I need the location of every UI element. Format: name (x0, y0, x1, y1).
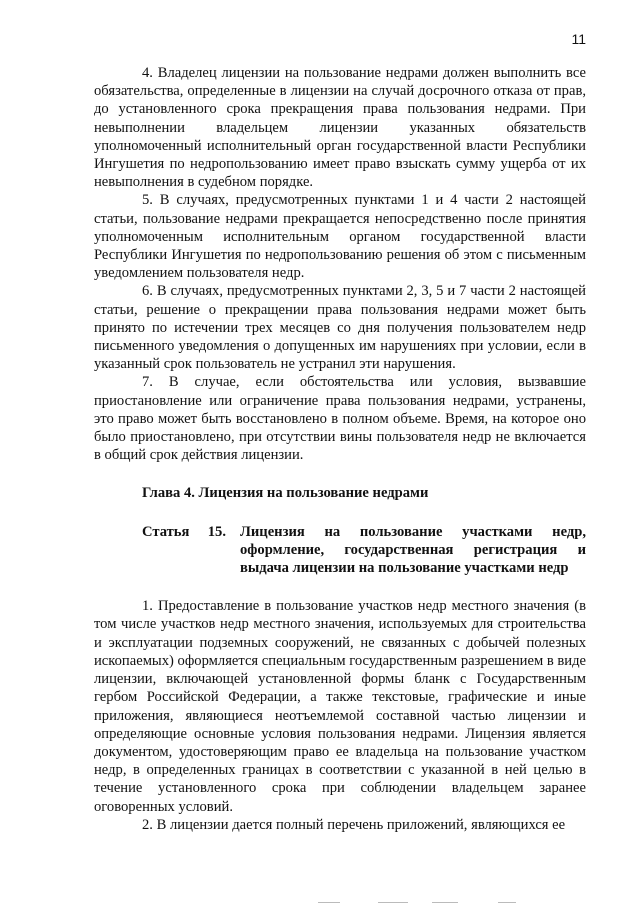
paragraph-article-15-2: 2. В лицензии дается полный перечень приложений, являющихся ее (142, 816, 566, 833)
article-heading (94, 523, 586, 578)
scan-speck (432, 902, 458, 903)
scan-edge-marks (0, 899, 640, 905)
paragraph-4: 4. Владелец лицензии на пользование недрами должен выполнить все обязательства, определенные в лицензии на случай досрочного отказа от прав, до установленного срока прекращения права пользования недрами. При невыполнении владельцем лицензии указанных обязательств уполномоченный исполнительный орган государственной власти Республики Ингушетия по недропользованию имеет право взыскать сумму ущерба от их невыполнения в судебном порядке. (94, 65, 586, 191)
paragraph-7: 7. В случае, если обстоятельства или условия, вызвавшие приостановление или ограничение права пользования недрами, устранены, это право может быть восстановлено в полном объеме. Время, на которое оно было приостановлено, при отсутствии вины пользователя недр не включается в общий срок действия лицензии. (94, 374, 586, 464)
scan-speck (378, 902, 408, 903)
paragraph-5: 5. В случаях, предусмотренных пунктами 1 и 4 части 2 настоящей статьи, пользование недрами прекращается непосредственно после принятия уполномоченным исполнительным органом государственной власти Республики Ингушетия по недропользованию решения об этом с письменным уведомлением пользователя недр. (94, 192, 586, 282)
scan-speck (318, 902, 340, 903)
paragraph-article-15-1: 1. Предоставление в пользование участков недр местного значения (в том числе участков недр местного значения, используемых для строительства и эксплуатации подземных сооружений, не связанных с добычей полезных ископаемых) оформляется специальным государственным разрешением в виде лицензии, включающей установленной формы бланк с Государственным гербом Российской Федерации, а также текстовые, графические и иные приложения, являющиеся неотъемлемой составной частью лицензии и определяющие основные условия пользования недрами. Лицензия является документом, удостоверяющим право ее владельца на пользование участком недр, в определенных границах в соответствии с указанной в ней целью в течение установленного срока при соблюдении владельцем заранее оговоренных условий. (94, 598, 586, 815)
article-title: Лицензия на пользование участками недр, оформление, государственная регистрация и выдача лицензии на пользование участками недр (240, 523, 586, 577)
document-body (94, 64, 586, 834)
article-label: Статья 15. (142, 523, 226, 540)
chapter-heading: Глава 4. Лицензия на пользование недрами (142, 485, 429, 502)
section-gap (94, 577, 586, 597)
page-number: 11 (571, 31, 586, 47)
scan-speck (498, 902, 516, 903)
paragraph-6: 6. В случаях, предусмотренных пунктами 2, 3, 5 и 7 части 2 настоящей статьи, решение о прекращении права пользования недрами может быть принято по истечении трех месяцев со дня получения пользователем недр письменного уведомления о допущенных им нарушениях при условии, если в указанный срок пользователь не устранил эти нарушения. (94, 283, 586, 373)
